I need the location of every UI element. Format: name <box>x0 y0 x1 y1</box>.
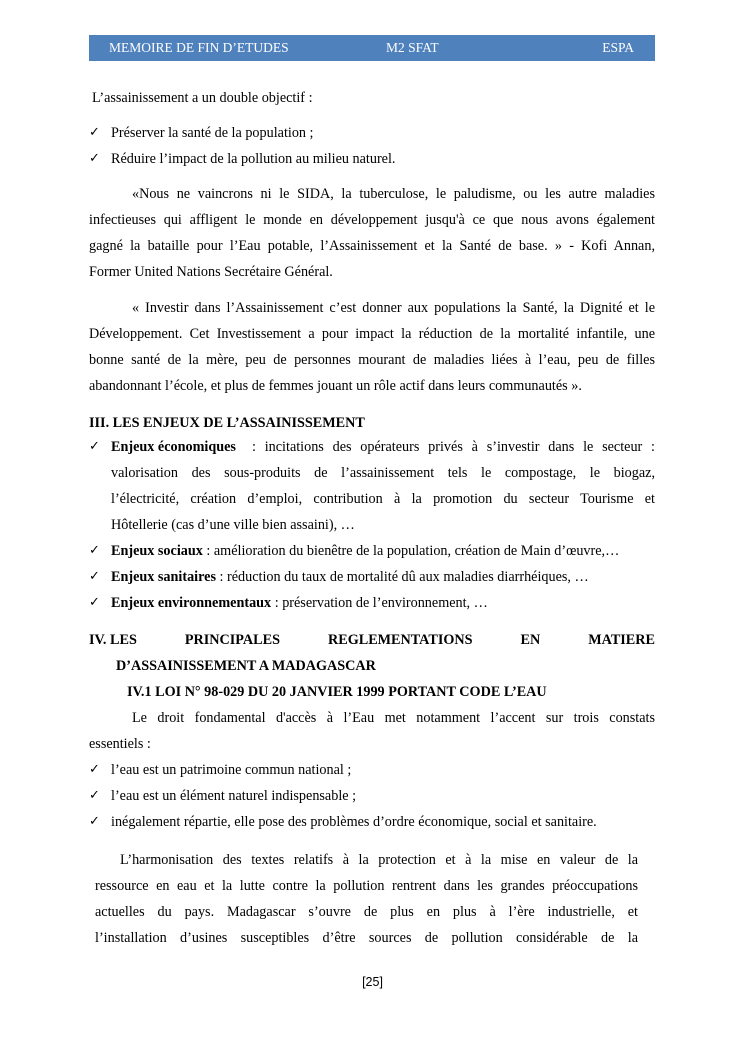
section3-title: III. LES ENJEUX DE L’ASSAINISSEMENT <box>89 415 365 431</box>
page-number: [25] <box>362 975 383 989</box>
header-program: M2 SFAT <box>386 40 439 55</box>
section4-title-word: IV. LES <box>89 632 137 648</box>
eco-label: Enjeux économiques <box>111 439 236 455</box>
quote2-line: abandonnant l’école, et plus de femmes jouant un rôle actif dans leurs communautés ». <box>89 378 582 394</box>
check-icon: ✓ <box>89 125 100 140</box>
quote2-line: Développement. Cet Investissement a pour impact la réduction de la mortalité infantile, une <box>89 326 655 342</box>
quote1-line: «Nous ne vaincrons ni le SIDA, la tuberculose, le paludisme, ou les autre maladies <box>132 186 655 202</box>
quote2-line: « Investir dans l’Assainissement c’est donner aux populations la Santé, la Dignité et le <box>132 300 655 316</box>
section4-title-line2: D’ASSAINISSEMENT A MADAGASCAR <box>116 658 376 674</box>
objective-item: Préserver la santé de la population ; <box>111 125 314 141</box>
constat-item: l’eau est un élément naturel indispensable ; <box>111 788 357 804</box>
section4-title <box>89 632 655 649</box>
page-header <box>89 35 655 61</box>
harmonisation-line: l’installation d’usines susceptibles d’être sources de pollution considérable de la <box>95 930 638 946</box>
section4-title-word: PRINCIPALES <box>184 632 280 648</box>
law-paragraph-line: Le droit fondamental d'accès à l’Eau met notamment l’accent sur trois constats <box>132 710 655 726</box>
quote1-line: infectieuses qui affligent le monde en développement jusqu'à ce que nous avons également <box>89 212 655 228</box>
check-icon: ✓ <box>89 814 100 829</box>
harmonisation-line: actuelles du pays. Madagascar s’ouvre de plus en plus à l’ère industrielle, et <box>95 904 638 920</box>
header-document-type: MEMOIRE DE FIN D’ETUDES <box>109 40 289 55</box>
section4-title-word: REGLEMENTATIONS <box>327 632 473 648</box>
check-icon: ✓ <box>89 543 100 558</box>
environmental-item: Enjeux environnementaux : préservation de l’environnement, … <box>111 595 488 611</box>
quote1-line: gagné la bataille pour l’Eau potable, l’Assainissement et la Santé de base. » - Kofi Annan, <box>89 238 655 254</box>
quote2-line: bonne santé de la mère, peu de personnes mourant de maladies liées à l’eau, peu de filles <box>89 352 655 368</box>
harmonisation-line: L’harmonisation des textes relatifs à la protection et à la mise en valeur de la <box>120 852 638 868</box>
check-icon: ✓ <box>89 762 100 777</box>
check-icon: ✓ <box>89 569 100 584</box>
harmonisation-line: ressource en eau et la lutte contre la pollution rentrent dans les grandes préoccupations <box>95 878 638 894</box>
check-icon: ✓ <box>89 151 100 166</box>
constat-item: l’eau est un patrimoine commun national ; <box>111 762 352 778</box>
section4-title-word: MATIERE <box>588 632 655 648</box>
check-icon: ✓ <box>89 439 100 454</box>
subsection-title: IV.1 LOI N° 98-029 DU 20 JANVIER 1999 PORTANT CODE L’EAU <box>127 684 547 700</box>
eco-line: Hôtellerie (cas d’une ville bien assaini), … <box>111 517 355 533</box>
header-school: ESPA <box>602 40 634 55</box>
quote1-line: Former United Nations Secrétaire Général. <box>89 264 333 280</box>
constat-item: inégalement répartie, elle pose des problèmes d’ordre économique, social et sanitaire. <box>111 814 597 830</box>
objective-item: Réduire l’impact de la pollution au milieu naturel. <box>111 151 396 167</box>
check-icon: ✓ <box>89 788 100 803</box>
eco-line: l’électricité, création d’emploi, contribution à la promotion du secteur Tourisme et <box>111 491 655 507</box>
section4-title-word: EN <box>520 632 541 648</box>
eco-line: : incitations des opérateurs privés à s’investir dans le secteur : <box>252 439 655 455</box>
eco-line: valorisation des sous-produits de l’assainissement tels le compostage, le biogaz, <box>111 465 655 481</box>
sanitary-item: Enjeux sanitaires : réduction du taux de mortalité dû aux maladies diarrhéiques, … <box>111 569 589 585</box>
law-paragraph-line: essentiels : <box>89 736 151 752</box>
social-item: Enjeux sociaux : amélioration du bienêtre de la population, création de Main d’œuvre,… <box>111 543 620 559</box>
intro-text: L’assainissement a un double objectif : <box>92 90 313 106</box>
check-icon: ✓ <box>89 595 100 610</box>
